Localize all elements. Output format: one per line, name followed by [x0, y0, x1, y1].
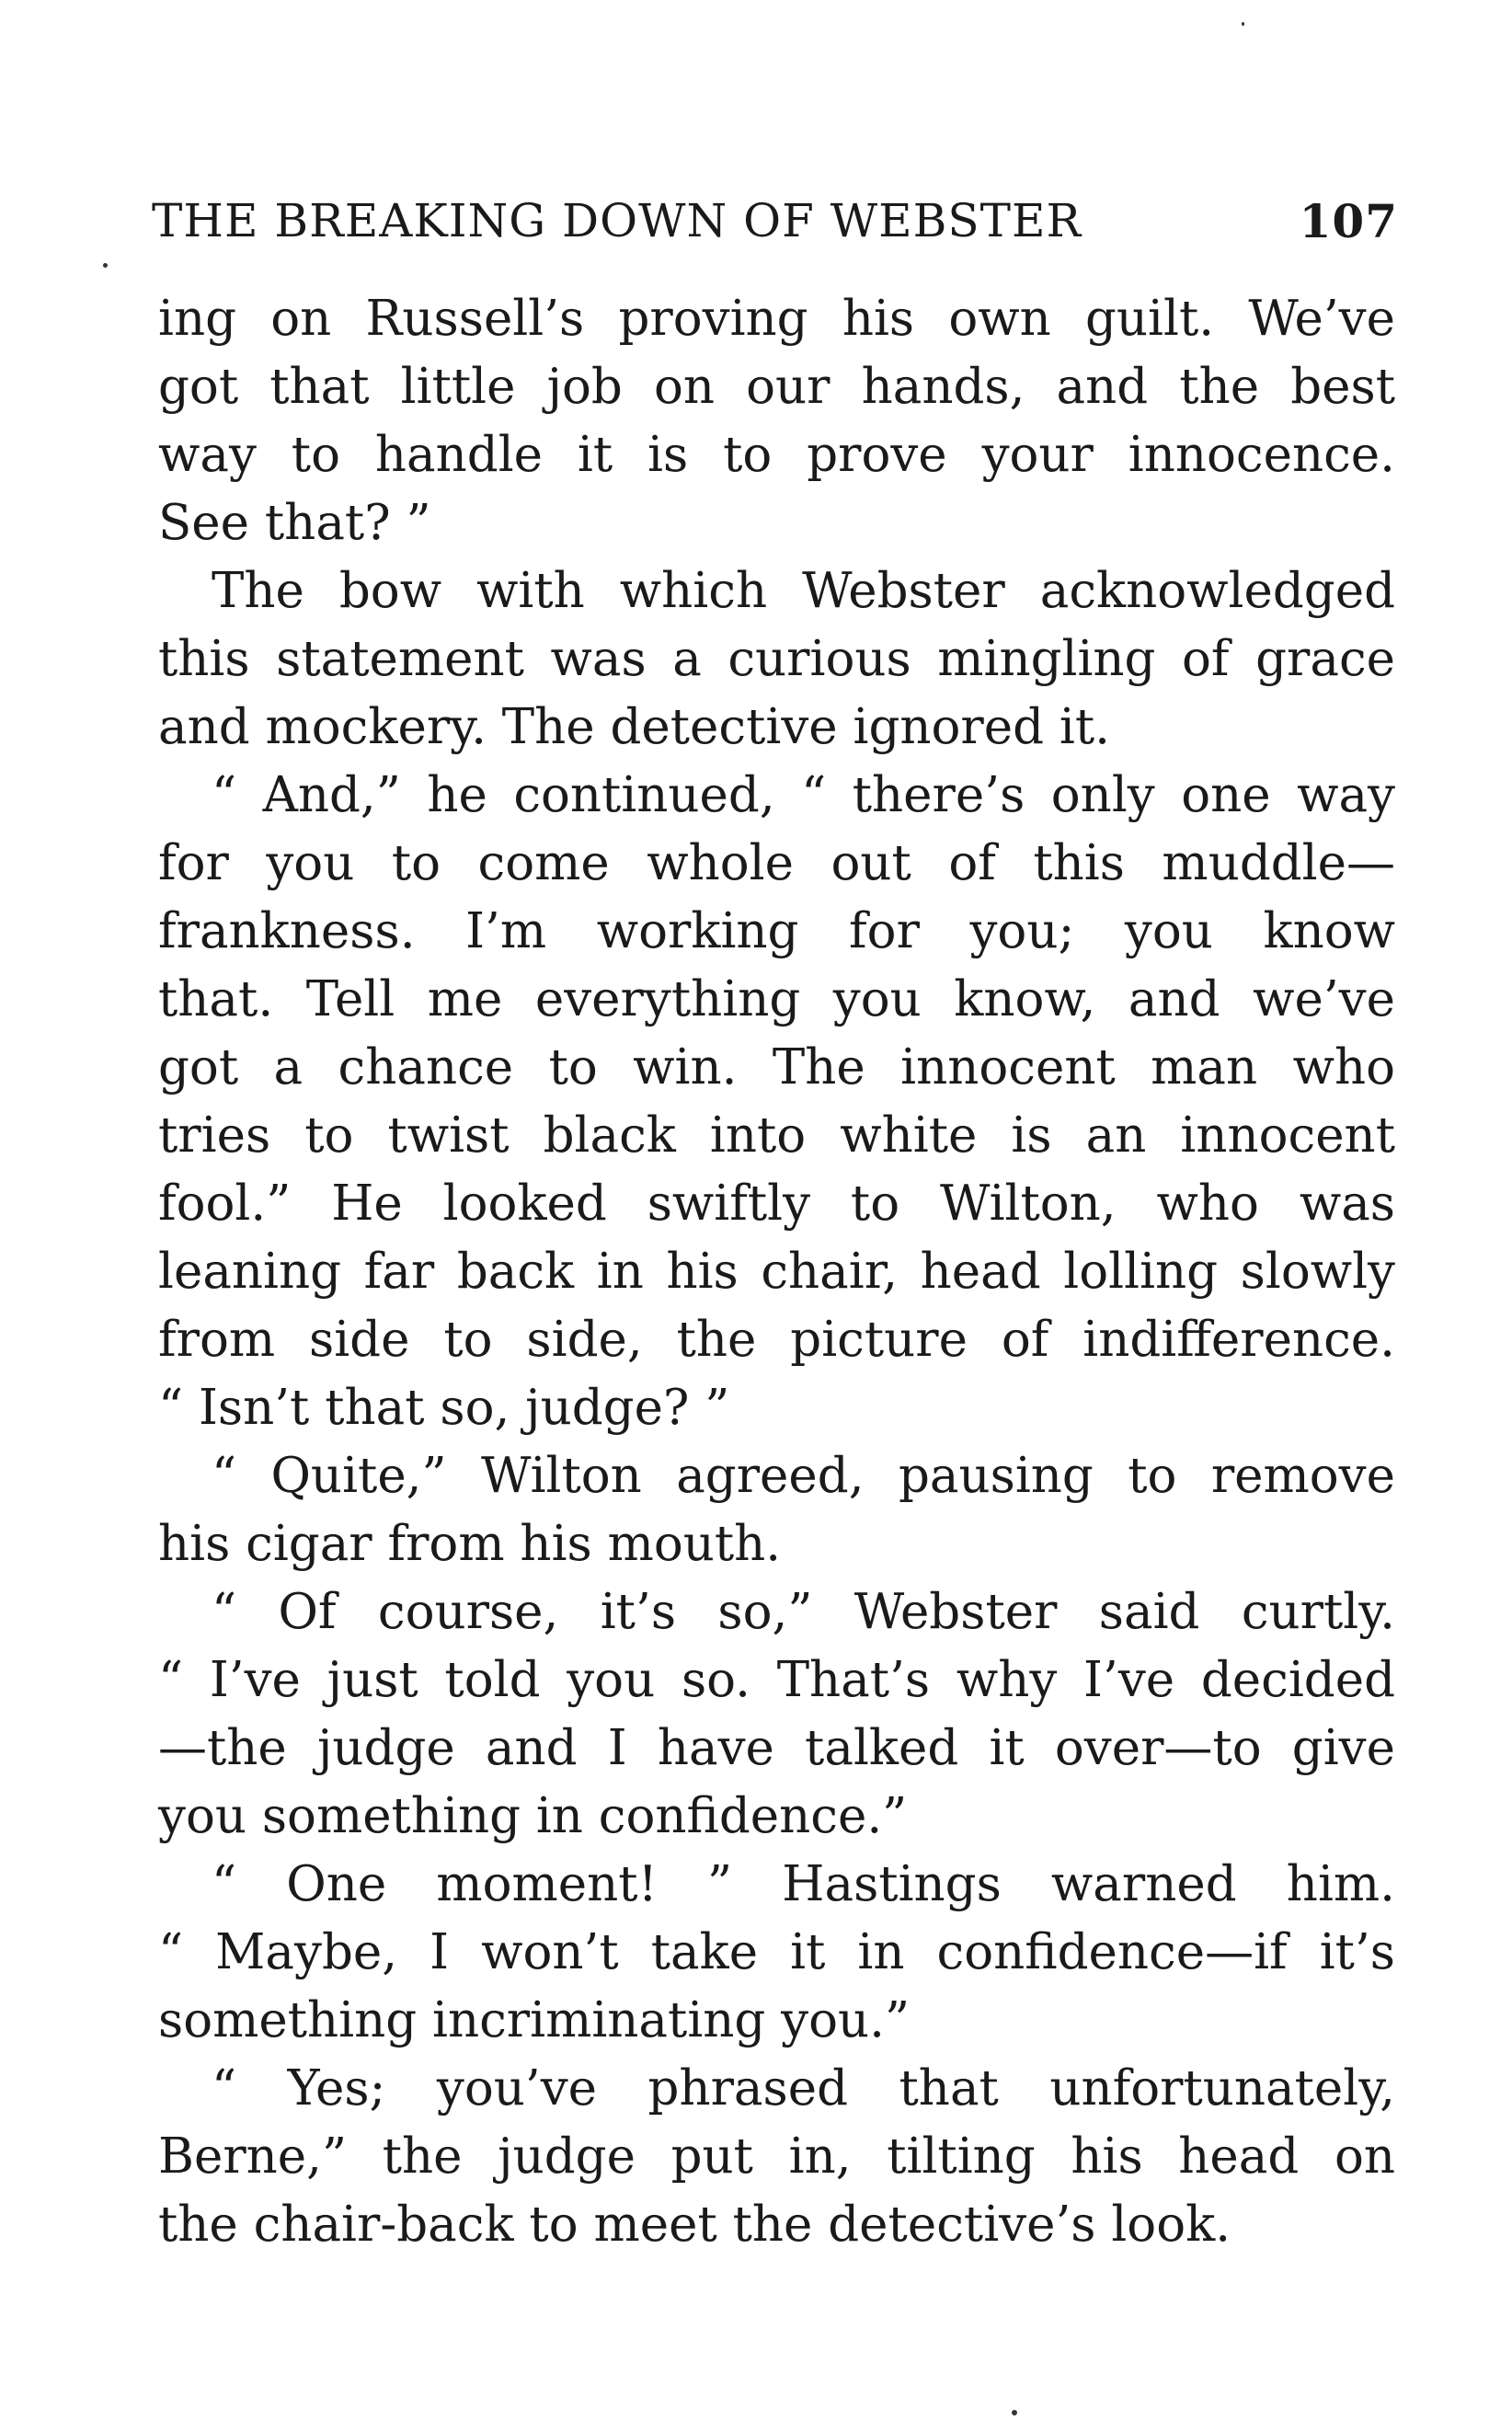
text-line: fool.” He looked swiftly to Wilton, who was	[158, 1176, 1395, 1232]
text-line: the chair-back to meet the detective’s look.	[158, 2197, 1231, 2253]
text-line: ing on Russell’s proving his own guilt. We’ve	[158, 291, 1395, 347]
text-line: got that little job on our hands, and the best	[158, 359, 1395, 415]
text-line: frankness. I’m working for you; you know	[158, 903, 1395, 959]
running-head	[152, 184, 1398, 258]
text-line: The bow with which Webster acknowledged	[212, 563, 1395, 619]
body-text	[158, 285, 1395, 2259]
text-line: got a chance to win. The innocent man who	[158, 1039, 1395, 1096]
text-line: leaning far back in his chair, head lolling slowly	[158, 1244, 1395, 1300]
text-line: his cigar from his mouth.	[158, 1516, 782, 1572]
running-head-title: THE BREAKING DOWN OF WEBSTER	[152, 194, 1082, 247]
text-line: you something in confidence.”	[158, 1788, 908, 1844]
text-line: “ And,” he continued, “ there’s only one way	[212, 767, 1395, 823]
text-line: “ Quite,” Wilton agreed, pausing to remove	[212, 1448, 1395, 1504]
text-line: “ Isn’t that so, judge? ”	[158, 1380, 730, 1436]
print-speck	[1242, 22, 1244, 26]
text-line: that. Tell me everything you know, and we’ve	[158, 971, 1395, 1027]
text-line: way to handle it is to prove your innocence.	[158, 427, 1395, 483]
text-line: “ Maybe, I won’t take it in confidence—if it’s	[158, 1924, 1395, 1980]
page-number: 107	[1299, 193, 1398, 248]
text-line: “ Of course, it’s so,” Webster said curtly.	[212, 1584, 1395, 1640]
text-line: for you to come whole out of this muddle—	[158, 835, 1395, 891]
text-line: “ Yes; you’ve phrased that unfortunately,	[212, 2060, 1395, 2117]
print-speck	[103, 263, 108, 268]
text-line: something incriminating you.”	[158, 1992, 911, 2048]
text-line: —the judge and I have talked it over—to give	[158, 1720, 1395, 1776]
text-line: and mockery. The detective ignored it.	[158, 699, 1111, 755]
text-line: this statement was a curious mingling of grace	[158, 631, 1395, 687]
text-line: from side to side, the picture of indifference.	[158, 1312, 1395, 1368]
text-line: “ One moment! ” Hastings warned him.	[212, 1856, 1395, 1912]
text-line: See that? ”	[158, 495, 431, 551]
text-line: tries to twist black into white is an innocent	[158, 1107, 1395, 1164]
text-line: Berne,” the judge put in, tilting his head on	[158, 2128, 1395, 2185]
text-line: “ I’ve just told you so. That’s why I’ve decided	[158, 1652, 1395, 1708]
print-speck	[1012, 2410, 1017, 2415]
